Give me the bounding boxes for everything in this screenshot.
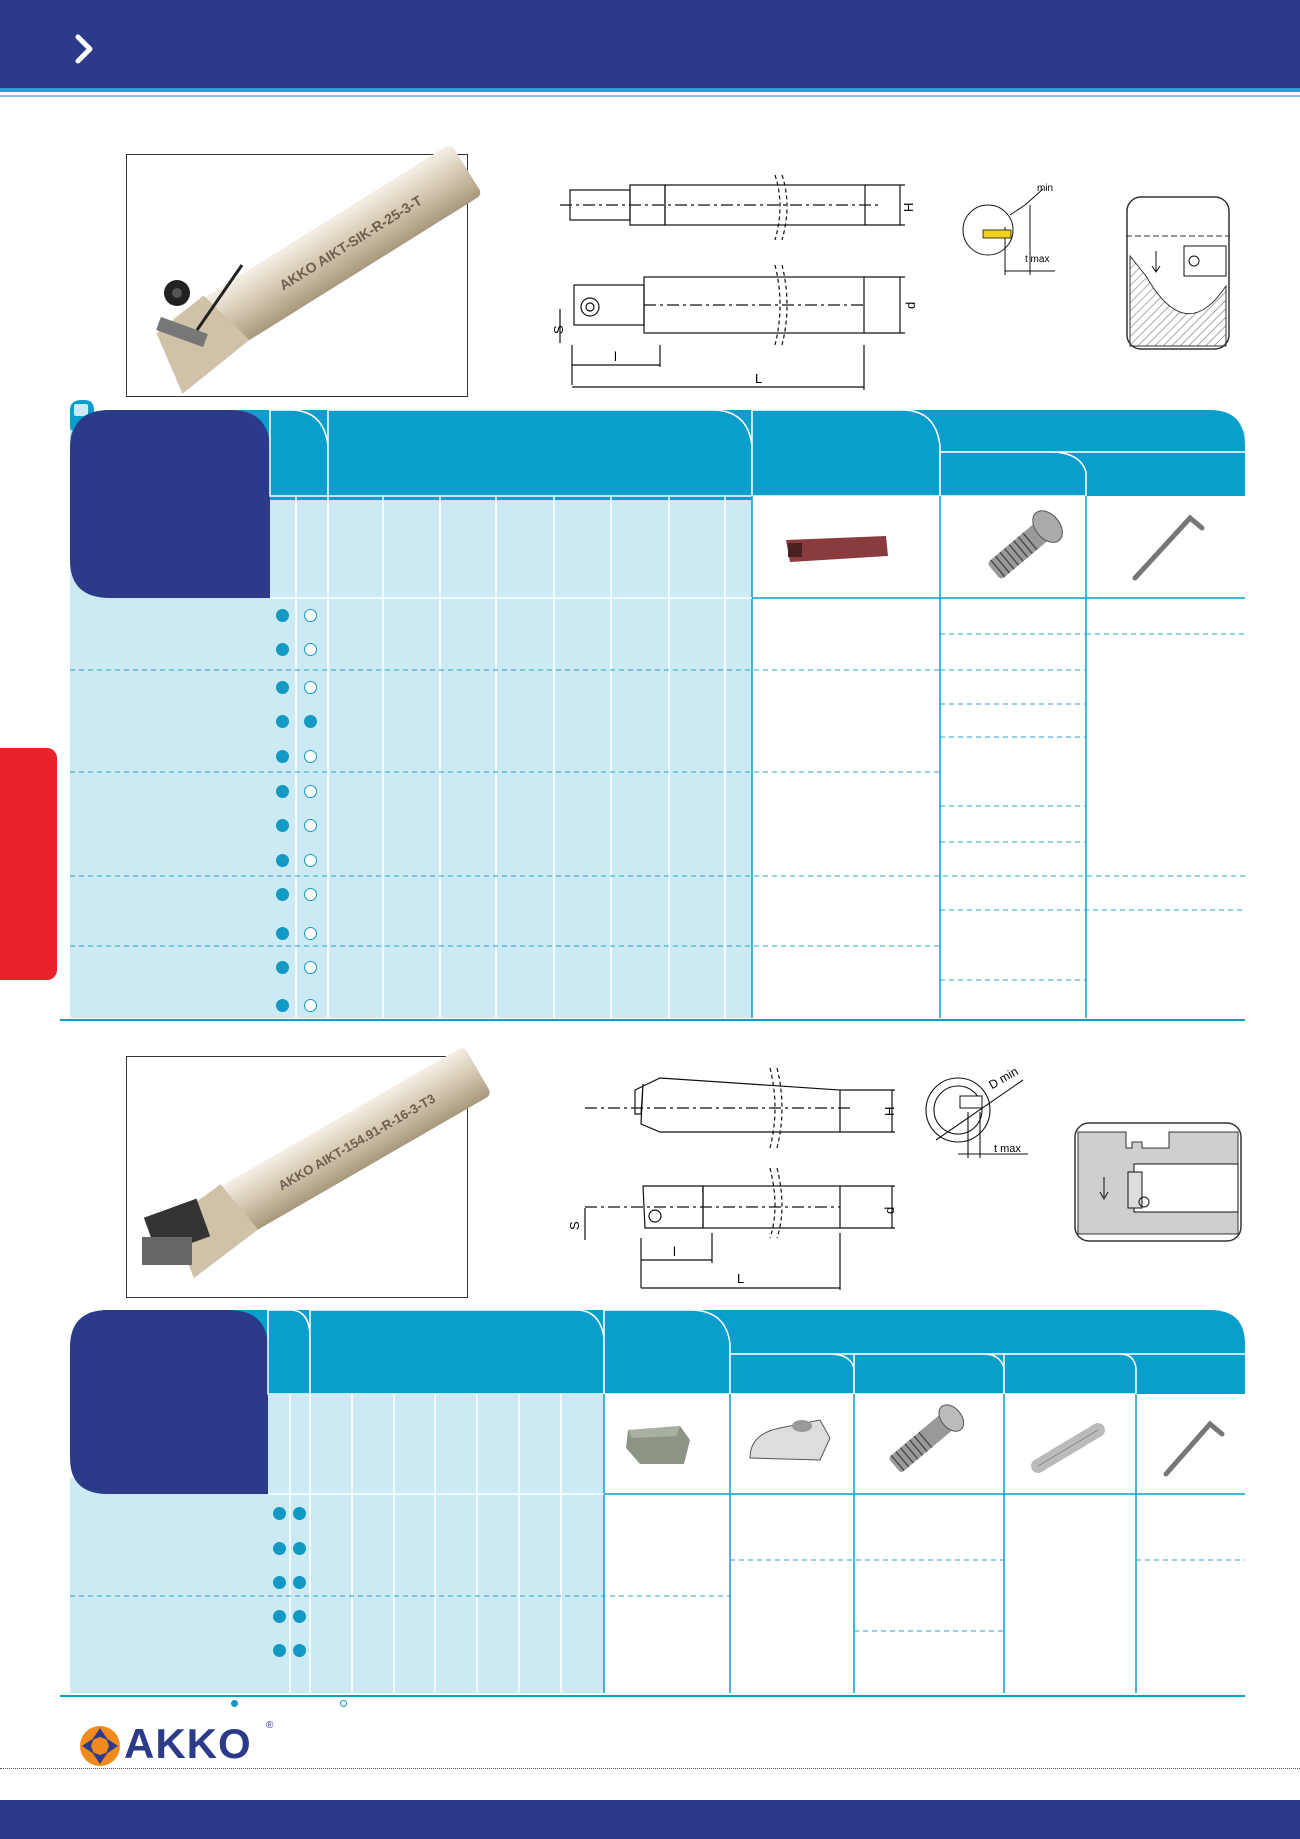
bore-detail-2 xyxy=(918,1060,1038,1160)
open-dot-icon xyxy=(304,681,317,694)
header-stripe-thin xyxy=(0,95,1300,97)
akko-logo xyxy=(78,1722,378,1768)
open-dot-icon xyxy=(304,785,317,798)
filled-dot-icon xyxy=(276,888,289,901)
tool-photo-1 xyxy=(126,154,468,397)
registered-mark: ® xyxy=(266,1720,274,1731)
open-dot-icon xyxy=(304,888,317,901)
section-side-tab xyxy=(0,748,57,980)
open-dot-icon xyxy=(304,854,317,867)
dim-d-label-2: d xyxy=(882,1206,897,1214)
legend-filled-dot-icon xyxy=(231,1700,238,1707)
filled-dot-icon xyxy=(276,961,289,974)
filled-dot-icon xyxy=(273,1610,286,1623)
bore-detail-1 xyxy=(955,175,1065,280)
application-diagram-2 xyxy=(1074,1122,1242,1242)
filled-dot-icon xyxy=(276,750,289,763)
filled-dot-icon xyxy=(276,609,289,622)
filled-dot-icon xyxy=(293,1610,306,1623)
filled-dot-icon xyxy=(276,854,289,867)
header-stripe xyxy=(0,88,1300,92)
tool-drawing-2 xyxy=(567,1068,910,1293)
filled-dot-icon xyxy=(276,715,289,728)
open-dot-icon xyxy=(304,643,317,656)
filled-dot-icon xyxy=(276,681,289,694)
filled-dot-icon xyxy=(293,1576,306,1589)
logo-wordmark: AKKO xyxy=(124,1720,252,1767)
dim-d-label-1: d xyxy=(903,301,918,309)
chevron-right-icon xyxy=(72,34,98,64)
open-dot-icon xyxy=(304,819,317,832)
dim-l-label-1: l xyxy=(614,349,617,364)
min-label-1: min xyxy=(1037,183,1054,194)
photo-engraving-1: AKKO AIKT-SIK-R-25-3-T xyxy=(276,192,425,294)
filled-dot-icon xyxy=(276,785,289,798)
filled-dot-icon xyxy=(276,999,289,1012)
open-dot-icon xyxy=(304,750,317,763)
akko-logo-icon xyxy=(78,1724,122,1768)
dim-H-label-2: H xyxy=(882,1106,897,1116)
dim-L-label-1: L xyxy=(755,371,763,386)
open-dot-icon xyxy=(304,999,317,1012)
filled-dot-icon xyxy=(293,1507,306,1520)
filled-dot-icon xyxy=(276,927,289,940)
footer-divider xyxy=(0,1768,1300,1769)
tool-photo-2 xyxy=(126,1056,468,1298)
dim-S-label-2: S xyxy=(567,1221,582,1230)
dim-L-label-2: L xyxy=(737,1271,745,1286)
filled-dot-icon xyxy=(276,643,289,656)
dim-l-label-2: l xyxy=(673,1244,676,1259)
dmin-label-2: D min xyxy=(986,1064,1021,1092)
photo-engraving-2: AKKO AIKT-154.91-R-16-3-T3 xyxy=(275,1090,438,1194)
application-diagram-1 xyxy=(1126,196,1230,350)
filled-dot-icon xyxy=(273,1507,286,1520)
filled-dot-icon xyxy=(273,1576,286,1589)
filled-dot-icon xyxy=(304,715,317,728)
page-header-band xyxy=(0,0,1300,88)
tmax-label-1: t max xyxy=(1025,254,1050,265)
filled-dot-icon xyxy=(293,1542,306,1555)
dim-S-label-1: S xyxy=(551,325,566,334)
tmax-label-2: t max xyxy=(994,1143,1021,1155)
footer-band xyxy=(0,1800,1300,1839)
filled-dot-icon xyxy=(276,819,289,832)
filled-dot-icon xyxy=(273,1644,286,1657)
tool-drawing-1 xyxy=(551,165,940,395)
open-dot-icon xyxy=(304,961,317,974)
open-dot-icon xyxy=(304,927,317,940)
product-table-2 xyxy=(60,1308,1250,1700)
product-table-1 xyxy=(60,400,1250,1025)
filled-dot-icon xyxy=(293,1644,306,1657)
legend-open-dot-icon xyxy=(340,1700,347,1707)
filled-dot-icon xyxy=(273,1542,286,1555)
insert-icon xyxy=(626,1426,690,1464)
dim-H-label-1: H xyxy=(901,202,916,212)
open-dot-icon xyxy=(304,609,317,622)
